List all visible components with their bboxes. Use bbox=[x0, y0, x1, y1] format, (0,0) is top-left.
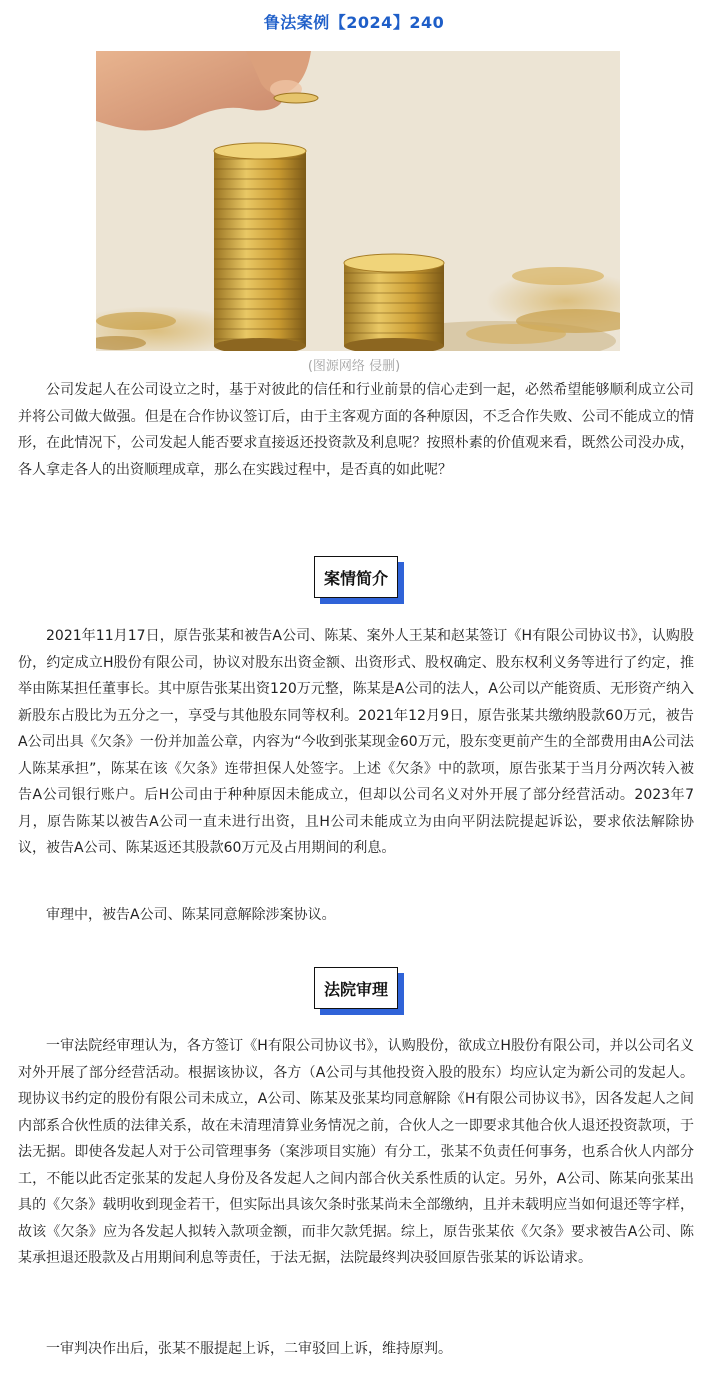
court-trial-paragraph-2: 一审判决作出后，张某不服提起上诉，二审驳回上诉，维持原判。 bbox=[46, 1341, 452, 1357]
coins-photo bbox=[96, 51, 620, 351]
case-summary-paragraph: 2021年11月17日，原告张某和被告A公司、陈某、案外人王某和赵某签订《H有限公司协议书》，认购股份，约定成立H股份有限公司，协议对股东出资金额、出资形式、股权确定、股东权利义务等进行了约定，推举由陈某担任董事长。其中原告张某出资120万元整，陈某是A公司的法人，A公司以产能资质、无形资产纳入新股东占股比为五分之一，享受与其他股东同等权利。2021年12月9日，原告张某共缴纳股款60万元，被告A公司出具《欠条》一份并加盖公章，内容为“今收到张某现金60万元，股东变更前产生的全部费用由A公司法人陈某承担”，陈某在该《欠条》连带担保人处签字。上述《欠条》中的款项，原告张某于当月分两次转入被告A公司银行账户。后H公司由于种种原因未能成立，但却以公司名义对外开展了部分经营活动。2023年7月，原告陈某以被告A公司一直未进行出资，且H公司未能成立为由向平阴法院提起诉讼，要求依法解除协议，被告A公司、陈某返还其股款60万元及占用期间的利息。 bbox=[18, 628, 694, 856]
case-summary-paragraph-2: 审理中，被告A公司、陈某同意解除涉案协议。 bbox=[46, 907, 336, 923]
case-number-banner bbox=[0, 10, 708, 35]
section-heading-case-summary bbox=[314, 556, 398, 598]
heading-box: 案情简介 bbox=[314, 556, 398, 598]
case-number: 鲁法案例【2024】240 bbox=[263, 13, 445, 32]
section-heading-court-trial bbox=[314, 967, 398, 1009]
intro-paragraph: 公司发起人在公司设立之时，基于对彼此的信任和行业前景的信心走到一起，必然希望能够顺利成立公司并将公司做大做强。但是在合作协议签订后，由于主客观方面的各种原因，不乏合作失败、公司不能成立的情形，在此情况下，公司发起人能否要求直接返还投资款及利息呢？按照朴素的价值观来看，既然公司没办成，各人拿走各人的出资顺理成章，那么在实践过程中，是否真的如此呢？ bbox=[18, 382, 694, 478]
court-trial-paragraph: 一审法院经审理认为，各方签订《H有限公司协议书》，认购股份，欲成立H股份有限公司，并以公司名义对外开展了部分经营活动。根据该协议，各方（A公司与其他投资入股的股东）均应认定为新公司的发起人。现协议书约定的股份有限公司未成立，A公司、陈某及张某均同意解除《H有限公司协议书》，因各发起人之间内部系合伙性质的法律关系，故在未清理清算业务情况之前，合伙人之一即要求其他合伙人退还投资款项，于法无据。即使各发起人对于公司管理事务（案涉项目实施）有分工，张某不负责任何事务，也系合伙人内部分工，不能以此否定张某的发起人身份及各发起人之间内部合伙关系性质的认定。另外，A公司、陈某向张某出具的《欠条》载明收到现金若干，但实际出具该欠条时张某尚未全部缴纳，且并未载明应当如何退还等字样，故该《欠条》应为各发起人拟转入款项金额，而非欠款凭据。综上，原告张某依《欠条》要求被告A公司、陈某承担退还股款及占用期间利息等责任，于法无据，法院最终判决驳回原告张某的诉讼请求。 bbox=[18, 1038, 694, 1266]
heading-box: 法院审理 bbox=[314, 967, 398, 1009]
coin-stack-left bbox=[214, 143, 306, 351]
coins-illustration bbox=[96, 51, 620, 351]
photo-caption: (图源网络 侵删) bbox=[307, 359, 401, 374]
coin-stack-right bbox=[344, 254, 444, 351]
